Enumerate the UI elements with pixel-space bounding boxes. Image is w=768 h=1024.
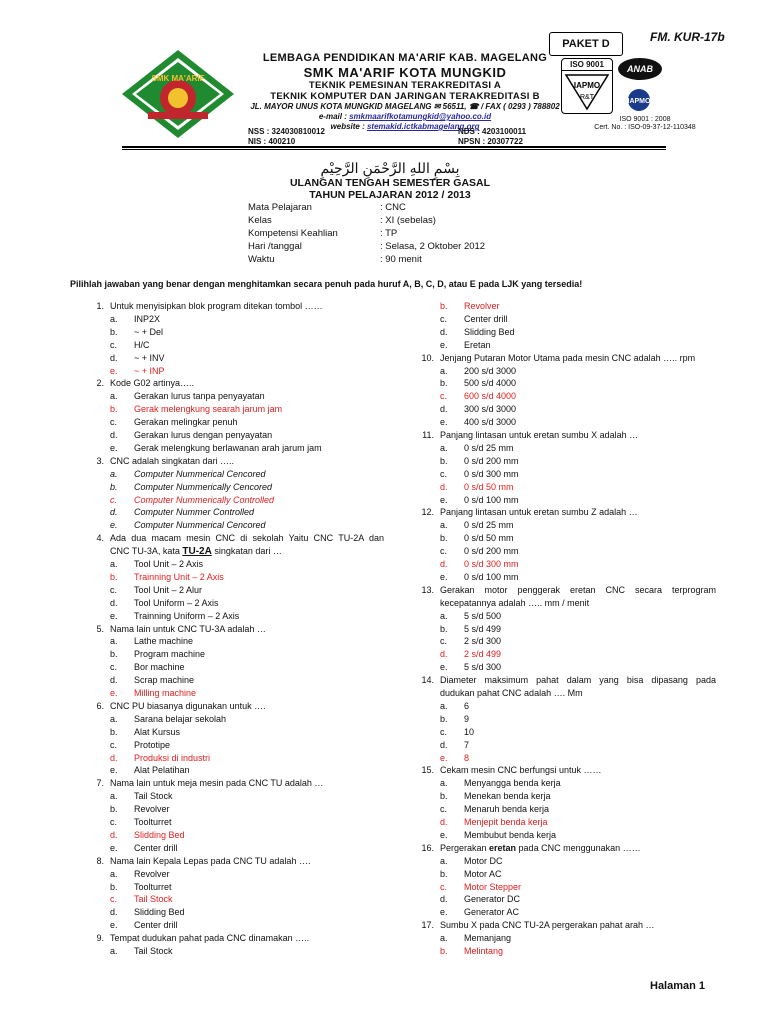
option-letter: a. — [440, 365, 448, 376]
option-text: 9 — [464, 713, 470, 724]
option-letter: e. — [440, 339, 448, 350]
option-text: Slidding Bed — [134, 907, 185, 918]
option-letter: a. — [110, 391, 118, 402]
option-letter: b. — [440, 713, 448, 724]
question-text: Tempat dudukan pahat pada CNC dinamakan ….. — [110, 933, 310, 944]
nds: NDS : 4203100011 — [458, 127, 527, 136]
option-text: Menekan benda kerja — [464, 791, 551, 802]
question-number: 11. — [422, 430, 434, 440]
meta-value: : 90 menit — [380, 254, 422, 265]
option-letter: d. — [110, 829, 118, 840]
divider — [122, 149, 666, 150]
option-text: Center drill — [134, 842, 178, 853]
iapmo-rt-icon — [562, 71, 612, 113]
option-text: 0 s/d 300 mm — [464, 559, 519, 569]
paket-label: PAKET D — [549, 32, 623, 56]
option-text: Revolver — [464, 301, 500, 311]
option-text: Revolver — [134, 868, 170, 879]
option-letter: c. — [110, 662, 118, 673]
option-letter: e. — [110, 920, 118, 931]
meta-row — [248, 227, 485, 240]
question-number: 8. — [96, 855, 104, 866]
exam-title: ULANGAN TENGAH SEMESTER GASAL — [289, 177, 491, 189]
option-text: Motor DC — [464, 855, 503, 866]
question-number: 14. — [421, 675, 434, 686]
svg-text:IAPMO: IAPMO — [573, 81, 601, 90]
option-text: Gerakan melingkar penuh — [134, 417, 238, 428]
option-text: Computer Nummerical Cencored — [134, 520, 266, 531]
question-text: Untuk menyisipkan blok program ditekan tombol …… — [110, 301, 323, 311]
cert-number: Cert. No. : ISO-09-37-12-110348 — [594, 124, 696, 131]
option-letter: d. — [440, 739, 448, 750]
option-letter: b. — [110, 404, 118, 415]
option-letter: b. — [440, 868, 448, 879]
option-text: 2 s/d 300 — [464, 636, 502, 647]
instruction: Pilihlah jawaban yang benar dengan menghitamkan secara penuh pada huruf A, B, C, D, atau E pada LJK yang tersedia! — [70, 279, 583, 289]
page-number: Halaman 1 — [650, 980, 706, 992]
meta-key: Mata Pelajaran — [248, 202, 312, 213]
meta-key: Waktu — [248, 254, 275, 265]
question-text: CNC PU biasanya digunakan untuk …. — [110, 700, 266, 711]
question-text: CNC adalah singkatan dari ….. — [110, 455, 235, 466]
option-text: H/C — [134, 339, 150, 350]
meta-row — [248, 201, 485, 214]
option-text: Center drill — [464, 313, 508, 324]
question-number: 2. — [96, 378, 104, 389]
option-text: Center drill — [134, 920, 178, 931]
option-letter: d. — [110, 752, 118, 763]
option-letter: a. — [110, 791, 118, 802]
iso-label: ISO 9001 — [562, 59, 612, 71]
option-text: 0 s/d 200 mm — [464, 546, 519, 557]
option-letter: a. — [440, 520, 448, 531]
option-text: Tool Unit – 2 Axis — [134, 559, 204, 569]
question-text: Pergerakan eretan pada CNC menggunakan …… — [440, 842, 641, 853]
option-letter: d. — [110, 597, 118, 608]
option-text: 5 s/d 500 — [464, 610, 502, 621]
option-letter: c. — [440, 804, 448, 815]
option-letter: b. — [110, 881, 118, 892]
option-text: Gerak melengkung berlawanan arah jarum jam — [134, 442, 322, 453]
question-number: 3. — [96, 455, 104, 466]
option-text: 10 — [464, 726, 475, 737]
option-text: Alat Pelatihan — [134, 765, 190, 776]
option-text: 500 s/d 4000 — [464, 378, 517, 389]
option-text: Computer Nummerically Controlled — [134, 494, 275, 505]
option-text: Gerakan lurus tanpa penyayatan — [134, 391, 265, 402]
option-letter: b. — [440, 623, 448, 634]
option-text: ~ + INV — [134, 352, 165, 363]
option-text: Tail Stock — [134, 791, 173, 802]
svg-text:R&T: R&T — [580, 94, 594, 101]
option-letter: b. — [440, 791, 448, 802]
question-number: 6. — [96, 700, 104, 711]
option-letter: b. — [440, 378, 448, 389]
option-text: 200 s/d 3000 — [464, 365, 517, 376]
option-text: 0 s/d 100 mm — [464, 571, 519, 582]
meta-row — [248, 253, 485, 266]
option-text: 8 — [464, 752, 470, 763]
option-letter: c. — [440, 636, 448, 647]
option-text: 400 s/d 3000 — [464, 417, 517, 428]
option-letter: c. — [440, 546, 448, 557]
option-text: 0 s/d 50 mm — [464, 481, 514, 492]
option-letter: d. — [440, 326, 448, 337]
option-letter: c. — [110, 417, 118, 428]
option-text: Produksi di industri — [134, 752, 211, 763]
website-link[interactable]: stemakid.ictkabmagelang.org — [366, 122, 480, 131]
question-number: 13. — [421, 584, 434, 595]
option-letter: c. — [110, 739, 118, 750]
logo-text: SMK MA'ARIF — [151, 74, 205, 83]
nss: NSS : 324030810012 — [248, 127, 325, 136]
question-number: 10. — [421, 352, 434, 363]
option-text: Computer Nummerically Cencored — [134, 481, 273, 492]
option-letter: e. — [110, 520, 118, 531]
option-text: Program machine — [134, 649, 206, 660]
question-number: 12. — [421, 507, 434, 518]
question-text: Nama lain untuk CNC TU-3A adalah … — [110, 623, 266, 634]
form-code: FM. KUR-17b — [650, 30, 725, 44]
option-letter: c. — [440, 726, 448, 737]
option-letter: a. — [110, 468, 118, 479]
option-letter: c. — [110, 817, 118, 827]
option-letter: a. — [440, 700, 448, 711]
option-text: Trainning Uniform – 2 Axis — [134, 610, 240, 621]
option-letter: b. — [110, 481, 118, 492]
question-text: Nama lain Kepala Lepas pada CNC TU adalah …. — [110, 855, 311, 866]
option-text: 0 s/d 25 mm — [464, 520, 514, 531]
option-text: 0 s/d 300 mm — [464, 468, 519, 479]
option-letter: c. — [440, 468, 448, 479]
option-letter: e. — [110, 365, 118, 376]
option-letter: d. — [440, 481, 448, 492]
option-letter: c. — [110, 894, 118, 905]
option-text: Computer Nummerical Cencored — [134, 468, 266, 479]
option-letter: c. — [440, 313, 448, 324]
question-number: 1. — [96, 301, 104, 311]
option-letter: d. — [440, 649, 448, 660]
option-text: Alat Kursus — [134, 726, 181, 737]
option-letter: a. — [110, 313, 118, 324]
option-text: Menyangga benda kerja — [464, 778, 561, 789]
option-letter: b. — [440, 301, 448, 311]
option-letter: c. — [110, 494, 118, 505]
option-text: 7 — [464, 739, 470, 750]
option-letter: d. — [110, 675, 118, 686]
option-text: Revolver — [134, 804, 170, 815]
school-name: SMK MA'ARIF KOTA MUNGKID — [303, 65, 507, 80]
question-text: Cekam mesin CNC berfungsi untuk …… — [440, 765, 602, 776]
meta-value: : Selasa, 2 Oktober 2012 — [380, 241, 486, 252]
option-text: 2 s/d 499 — [464, 649, 502, 660]
option-text: Computer Nummer Controlled — [134, 507, 255, 518]
cert-iso: ISO 9001 : 2008 — [619, 116, 671, 123]
option-text: Bor machine — [134, 662, 185, 673]
option-letter: a. — [440, 442, 448, 453]
option-text: 300 s/d 3000 — [464, 404, 517, 415]
option-text: Lathe machine — [134, 636, 194, 647]
option-text: 0 s/d 25 mm — [464, 442, 514, 453]
svg-text:IAPMO: IAPMO — [627, 98, 651, 105]
option-text: Milling machine — [134, 688, 197, 698]
option-text: Motor AC — [464, 868, 502, 879]
option-letter: d. — [110, 907, 118, 918]
option-text: Generator AC — [464, 907, 520, 918]
option-text: Sarana belajar sekolah — [134, 713, 227, 724]
meta-key: Kompetensi Keahlian — [248, 228, 338, 239]
option-text: Motor Stepper — [464, 881, 522, 892]
svg-text:ANAB: ANAB — [627, 64, 653, 74]
option-letter: c. — [440, 391, 448, 402]
divider — [122, 146, 666, 148]
option-text: 5 s/d 499 — [464, 623, 502, 634]
option-letter: b. — [440, 533, 448, 544]
institution-name: LEMBAGA PENDIDIKAN MA'ARIF KAB. MAGELANG — [262, 52, 548, 64]
question-text: Kode G02 artinya….. — [110, 378, 195, 389]
question-text: Gerakan motor penggerak eretan CNC secara terprogram — [440, 584, 716, 595]
option-text: Gerak melengkung searah jarum jam — [134, 404, 283, 415]
option-letter: a. — [110, 713, 118, 724]
question-text: dudukan pahat CNC adalah …. Mm — [440, 687, 583, 698]
anab-logo — [617, 57, 663, 81]
option-letter: a. — [110, 868, 118, 879]
option-letter: a. — [110, 636, 118, 647]
iso-cert-badge — [561, 58, 613, 114]
email-line: e-mail : smkmaarifkotamungkid@yahoo.co.id — [318, 112, 492, 121]
option-letter: e. — [110, 688, 118, 698]
exam-meta — [248, 201, 485, 266]
question-text: Panjang lintasan untuk eretan sumbu X adalah … — [440, 430, 639, 440]
option-letter: d. — [440, 817, 448, 827]
option-text: Prototipe — [134, 739, 171, 750]
question-number: 4. — [96, 533, 104, 544]
question-text: Ada dua macam mesin CNC di sekolah Yaitu CNC TU-2A dan — [110, 533, 384, 544]
option-letter: a. — [440, 933, 448, 944]
option-text: Memanjang — [464, 933, 512, 944]
meta-row — [248, 240, 485, 253]
question-text: CNC TU-3A, kata TU-2A singkatan dari … — [110, 546, 282, 558]
academic-year: TAHUN PELAJARAN 2012 / 2013 — [309, 189, 471, 201]
question-number: 16. — [421, 842, 434, 853]
option-text: 5 s/d 300 — [464, 662, 502, 673]
meta-value: : XI (sebelas) — [380, 215, 436, 226]
option-letter: a. — [440, 855, 448, 866]
option-text: Gerakan lurus dengan penyayatan — [134, 430, 273, 440]
option-text: Tail Stock — [134, 894, 173, 905]
option-letter: b. — [110, 726, 118, 737]
question-text: Sumbu X pada CNC TU-2A pergerakan pahat arah … — [440, 920, 655, 931]
question-number: 15. — [421, 765, 434, 776]
option-text: ~ + Del — [134, 326, 164, 337]
question-number: 17. — [421, 920, 434, 931]
email-link[interactable]: smkmaarifkotamungkid@yahoo.co.id — [349, 112, 492, 121]
option-letter: b. — [440, 455, 448, 466]
option-text: Menjepit benda kerja — [464, 817, 548, 827]
option-text: 600 s/d 4000 — [464, 391, 517, 402]
option-text: Slidding Bed — [464, 326, 515, 337]
option-text: INP2X — [134, 313, 161, 324]
option-letter: a. — [110, 559, 118, 569]
option-letter: e. — [110, 610, 118, 621]
option-text: Melintang — [464, 946, 504, 956]
website-line: website : stemakid.ictkabmagelang.org — [330, 122, 480, 131]
option-letter: a. — [440, 778, 448, 789]
option-letter: d. — [440, 559, 448, 569]
option-text: Membubut benda kerja — [464, 829, 557, 840]
accreditation-1: TEKNIK PEMESINAN TERAKREDITASI A — [308, 80, 502, 91]
option-text: Toolturret — [134, 817, 172, 827]
option-letter: d. — [110, 507, 118, 518]
bismillah: بِسْمِ اللهِ الرَّحْمَنِ الرَّحِيْمِ — [320, 160, 460, 176]
option-letter: d. — [110, 430, 118, 440]
question-text: Nama lain untuk meja mesin pada CNC TU adalah … — [110, 778, 324, 789]
option-text: Tail Stock — [134, 946, 173, 956]
school-ids — [248, 127, 668, 146]
meta-row — [248, 214, 485, 227]
question-number: 5. — [96, 623, 104, 634]
option-text: ~ + INP — [134, 365, 165, 376]
option-letter: c. — [110, 339, 118, 350]
question-text: Jenjang Putaran Motor Utama pada mesin CNC adalah ….. rpm — [440, 352, 696, 363]
option-letter: e. — [110, 765, 118, 776]
option-text: Eretan — [464, 339, 491, 350]
option-text: Generator DC — [464, 894, 521, 905]
option-letter: b. — [110, 804, 118, 815]
option-text: Tool Unit – 2 Alur — [134, 584, 203, 595]
question-text: kecepatannya adalah ….. mm / menit — [440, 597, 590, 608]
option-letter: b. — [110, 571, 118, 582]
meta-key: Hari /tanggal — [248, 241, 302, 252]
option-text: 0 s/d 50 mm — [464, 533, 514, 544]
option-text: Trainning Unit – 2 Axis — [134, 571, 224, 582]
option-letter: e. — [440, 829, 448, 840]
option-letter: b. — [110, 649, 118, 660]
option-letter: e. — [440, 417, 448, 428]
option-text: Toolturret — [134, 881, 172, 892]
address: JL. MAYOR UNUS KOTA MUNGKID MAGELANG ✉ 56511, ☎ / FAX ( 0293 ) 788802 — [250, 102, 560, 111]
option-letter: c. — [110, 584, 118, 595]
option-text: 6 — [464, 700, 470, 711]
option-letter: c. — [440, 881, 448, 892]
option-letter: e. — [110, 442, 118, 453]
option-letter: e. — [440, 662, 448, 673]
meta-key: Kelas — [248, 215, 272, 226]
accreditation-2: TEKNIK KOMPUTER DAN JARINGAN TERAKREDITASI B — [270, 91, 540, 102]
npsn: NPSN : 20307722 — [458, 136, 523, 146]
option-letter: b. — [440, 946, 448, 956]
option-letter: e. — [110, 842, 118, 853]
option-letter: e. — [440, 907, 448, 918]
letterhead — [240, 52, 570, 132]
iapmo-logo — [617, 88, 661, 112]
meta-value: : CNC — [380, 202, 406, 213]
option-letter: b. — [110, 326, 118, 337]
option-text: Slidding Bed — [134, 829, 185, 840]
option-letter: d. — [110, 352, 118, 363]
option-text: Scrap machine — [134, 675, 195, 686]
option-letter: d. — [440, 894, 448, 905]
meta-value: : TP — [380, 228, 398, 239]
school-logo — [120, 48, 236, 140]
option-text: Tool Uniform – 2 Axis — [134, 597, 219, 608]
nis: NIS : 400210 — [248, 136, 296, 146]
option-text: 0 s/d 100 mm — [464, 494, 519, 505]
question-number: 7. — [96, 778, 104, 789]
option-letter: a. — [440, 610, 448, 621]
question-text: Panjang lintasan untuk eretan sumbu Z adalah … — [440, 507, 638, 518]
option-letter: e. — [440, 494, 448, 505]
option-text: Menaruh benda kerja — [464, 804, 550, 815]
question-text: Diameter maksimum pahat dalam yang bisa dipasang pada — [440, 675, 716, 686]
option-letter: a. — [110, 946, 118, 956]
option-letter: d. — [440, 404, 448, 415]
question-number: 9. — [96, 933, 104, 944]
option-text: 0 s/d 200 mm — [464, 455, 519, 466]
option-letter: e. — [440, 571, 448, 582]
option-letter: e. — [440, 752, 448, 763]
